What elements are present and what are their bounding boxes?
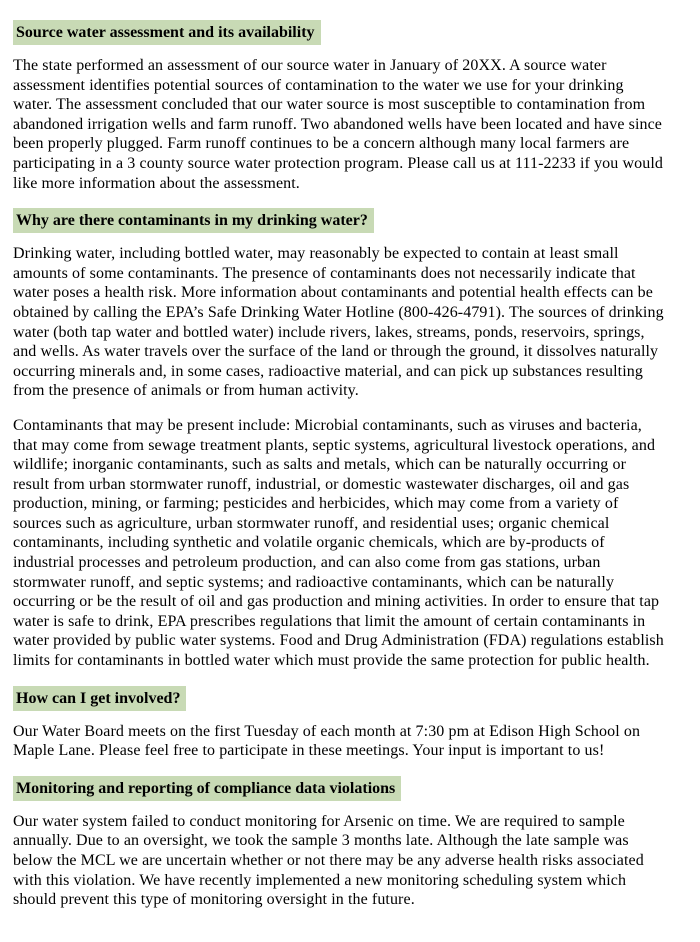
paragraph-contaminant-types: Contaminants that may be present include: Microbial contaminants, such as viruses and bacteria, that may come from sewage treatment plants, septic systems, agricultural livestock operations, and wildlife; inorganic contaminants, such as salts and metals, which can be naturally occurring or result from urban stormwater runoff, industrial, or domestic wastewater discharges, oil and gas production, mining, or farming; pesticides and herbicides, which may come from a variety of sources such as agriculture, urban stormwater runoff, and residential uses; organic chemical contaminants, including synthetic and volatile organic chemicals, which are by-products of industrial processes and petroleum production, and can also come from gas stations, urban stormwater runoff, and septic systems; and radioactive contaminants, which can be naturally occurring or be the result of oil and gas production and mining activities. In order to ensure that tap water is safe to drink, EPA prescribes regulations that limit the amount of certain contaminants in water provided by public water systems. Food and Drug Administration (FDA) regulations establish limits for contaminants in bottled water which must provide the same protection for public health.: [13, 416, 664, 670]
section-why-contaminants: [13, 208, 666, 670]
section-heading-get-involved: How can I get involved?: [13, 686, 186, 711]
paragraph-water-board-meetings: Our Water Board meets on the first Tuesday of each month at 7:30 pm at Edison High School on Maple Lane. Please feel free to participate in these meetings. Your input is important to us!: [13, 722, 641, 760]
section-heading-monitoring-violations: Monitoring and reporting of compliance data violations: [13, 776, 401, 801]
paragraph-monitoring-violation-details: Our water system failed to conduct monitoring for Arsenic on time. We are required to sample annually. Due to an oversight, we took the sample 3 months late. Although the late sample was below the MCL we are uncertain whether or not there may be any adverse health risks associated with this violation. We have recently implemented a new monitoring scheduling system which should prevent this type of monitoring oversight in the future.: [13, 812, 644, 909]
paragraph-contaminants-overview: Drinking water, including bottled water, may reasonably be expected to contain at least small amounts of some contaminants. The presence of contaminants does not necessarily indicate that water poses a health risk. More information about contaminants and potential health effects can be obtained by calling the EPA’s Safe Drinking Water Hotline (800-426-4791). The sources of drinking water (both tap water and bottled water) include rivers, lakes, streams, ponds, reservoirs, springs, and wells. As water travels over the surface of the land or through the ground, it dissolves naturally occurring minerals and, in some cases, radioactive material, and can pick up substances resulting from the presence of animals or from human activity.: [13, 245, 664, 400]
section-source-water-assessment: [13, 20, 666, 193]
section-get-involved: [13, 686, 666, 761]
section-heading-why-contaminants: Why are there contaminants in my drinking water?: [13, 208, 374, 233]
section-heading-source-water-assessment: Source water assessment and its availability: [13, 20, 321, 45]
paragraph-source-water-assessment: The state performed an assessment of our source water in January of 20XX. A source water assessment identifies potential sources of contamination to the water we use for your drinking water. The assessment concluded that our water source is most susceptible to contamination from abandoned irrigation wells and farm runoff. Two abandoned wells have been located and have since been properly plugged. Farm runoff continues to be a concern although many local farmers are participating in a 3 county source water protection program. Please call us at 111-2233 if you would like more information about the assessment.: [13, 57, 663, 192]
section-monitoring-violations: [13, 776, 666, 910]
